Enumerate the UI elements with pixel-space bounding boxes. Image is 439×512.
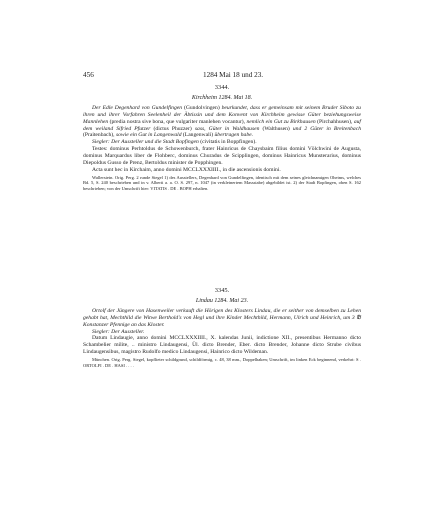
- seal-statement: Siegler: Der Aussteller und die Stadt Bopfingen (civitatis in Boppfingen).: [92, 139, 257, 146]
- document-3344: [83, 85, 361, 192]
- document-summary: Der Edle Degenhard von Gundelfingen (Gundolvingen) beurkundet, dass er gemeinsam mit seinem Bruder Siboto zu ihren und ihrer Vorfahren Seelenheil der Äbtissin und dem Konvent von Kirchheim gewisse Güter beziehungsweise Mannlehen (predia nostra sive bona, que vulgariter manlehen vocantur), nemlich ein Gut zu Birkhausen (Pirchahhusen), auf dem weiland Sifried Pfutzer (dictus Phuzzer) sass, Güter in Waldhausen (Walthusen) und 2 Güter in Breitenbach (Praitenbach), sowie ein Gut in Langenwald (Langenwali) übertragen habe.: [83, 104, 361, 139]
- document-3345: [83, 288, 361, 368]
- witness-list: Testes: dominus Perhtoldus de Schowenburch, frater Hainricus de Chaysbaim filius domini Völchwini de Augusta, dominus Marquardus liber de Flohberc, dominus Churadus de Scipplingen, dominus Hainricus Munsterarius, dominus Diepoldus Gusso de Prenz, Bertoldus minister de Popphingen.: [83, 146, 361, 167]
- place-date: Kirchheim 1284. Mai 18.: [191, 94, 253, 101]
- document-summary: Ortolf der Jüngere von Hasenweiler verkauft die Hörigen des Klosters Lindau, die er seither von demselben zu Lehen gehabt hat, Mechthild die Witwe Berthold's von Hegl und ihre Kinder Mechthild, Hermann, Ulrich und Heinrich, um 3 ℔ Konstanzer Pfennige an das Kloster.: [83, 307, 361, 328]
- document-number: 3344.: [214, 84, 230, 91]
- dating-clause: Acta sunt hec in Kirchaim, anno domini MCCLXXXIIII., in die ascensionis domini.: [92, 166, 281, 173]
- running-title: 1284 Mai 18 und 23.: [203, 71, 264, 79]
- source-note: Wallerstein. Orig. Perg. 2 runde Siegel 1) des Ausstellers, Degenhard von Gundelfingen, identisch mit dem seines gleichnamigen Oheims, welches Bd. 5, S. 240 beschrieben und in v. Alberti a. a. O. S. 297, n. 1047 (in verkleinertem Massstabe) abgebildet ist. 2) der Stadt Bopfingen, oben S. 162 beschrieben; von der Umschrift hier: VITATIS . DE . BOPH erhalten.: [83, 174, 361, 192]
- place-date: Lindau 1284. Mai 23.: [195, 297, 249, 304]
- source-note: München. Orig. Perg. Siegel, kopflieter schildgrund, schildförmig, c. 48, 38 mm., Doppelhaken; Umschrift, im linken Eck beginnend, verkehrt: S . ORTOLFI . DE . HASI . . . .: [83, 357, 361, 368]
- page-number: 456: [83, 71, 94, 79]
- running-header: [83, 71, 361, 81]
- seal-statement: Siegler: Der Aussteller.: [92, 328, 145, 335]
- dating-clause: Datum Lindaugie, anno domini MCCLXXXIIII., X. kalendas Junii, indictione XII., presentibus Hermanno dicto Schambelier milite, .. ministro Lindaugensi, Ül. dicto Brender, Eber. dicto Brender, Johanne dicto Strube civibus Lindaugensibus, magistro Rudolfo medico Lindaugensi, Hainrico dicto Wildeman.: [83, 335, 361, 356]
- document-number: 3345.: [214, 287, 230, 294]
